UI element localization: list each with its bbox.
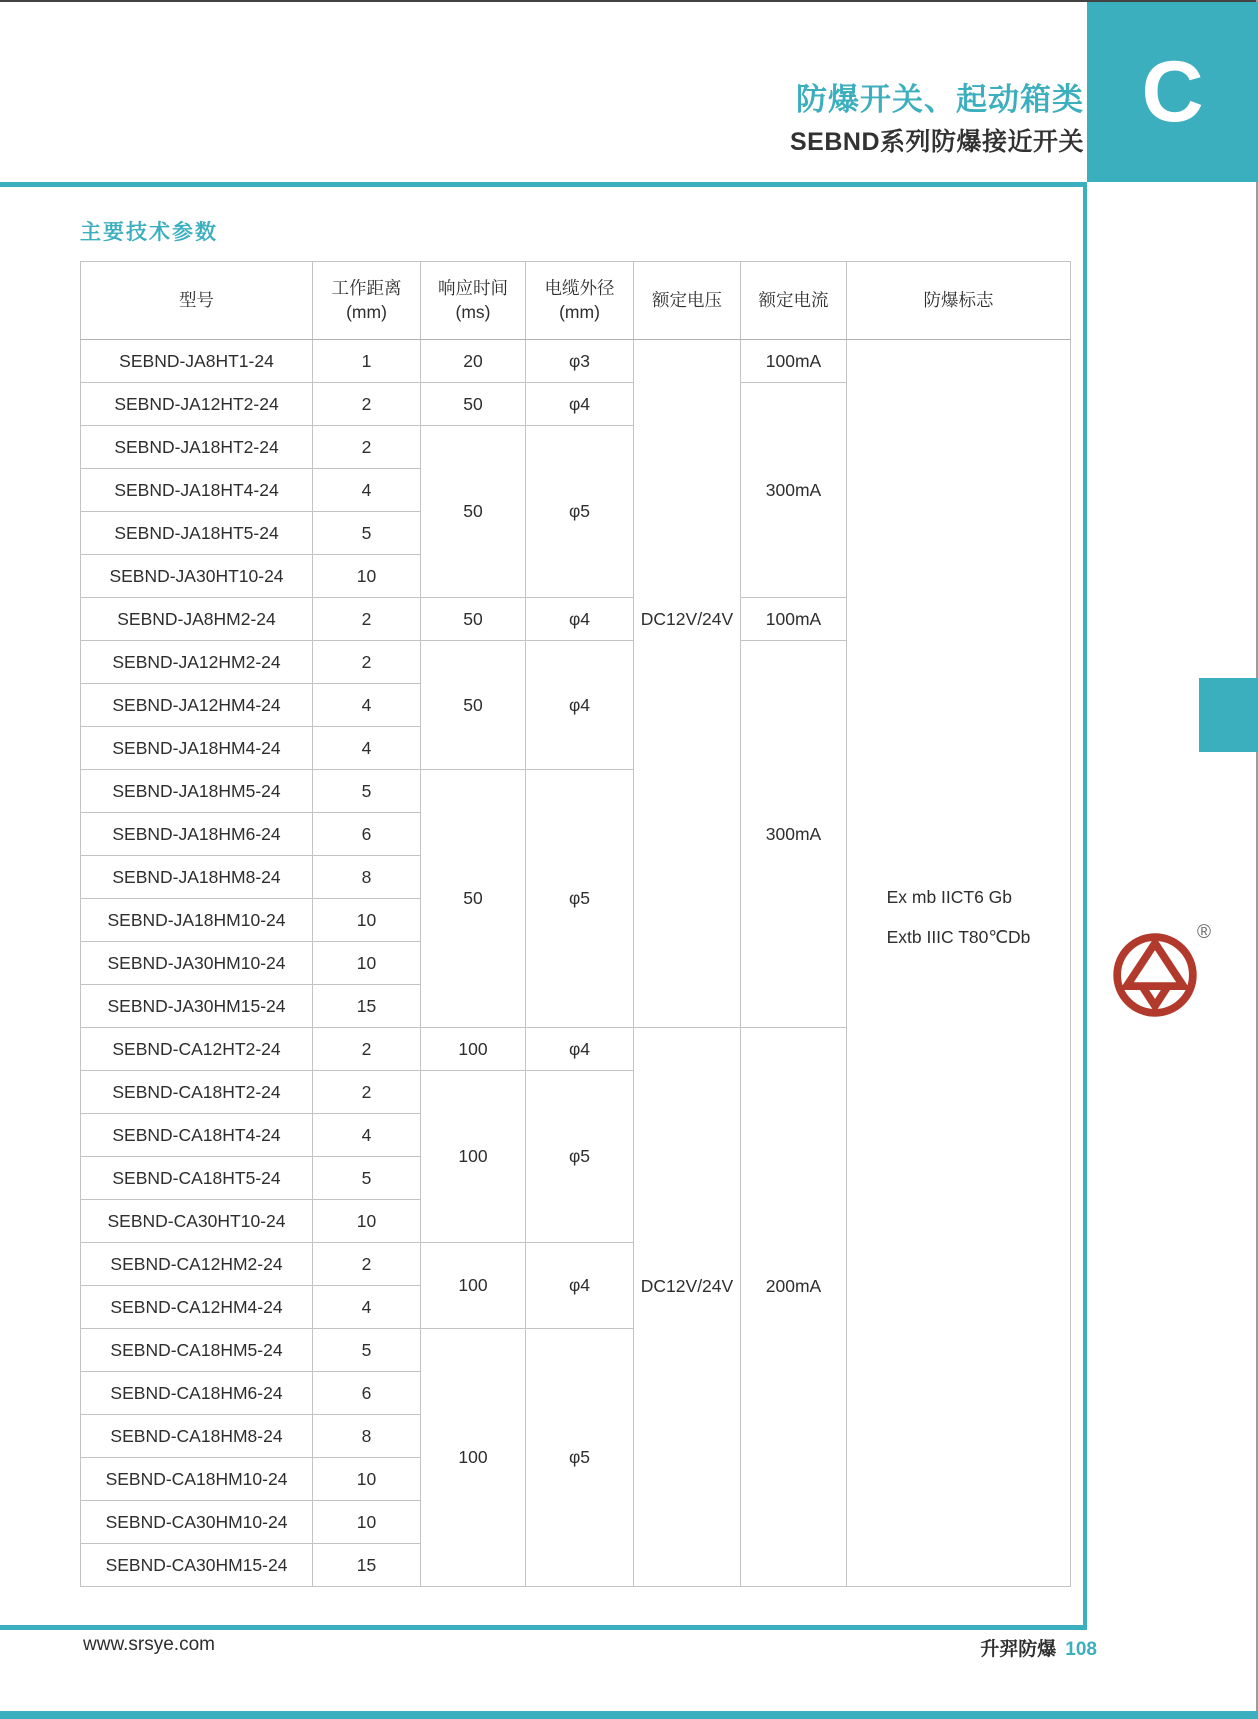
- distance-cell: 4: [313, 727, 421, 770]
- cable-diameter-value: φ4: [568, 1038, 591, 1059]
- model-cell: SEBND-CA18HM6-24: [81, 1372, 313, 1415]
- table-row: [81, 340, 1071, 383]
- response-time-cell: [421, 1329, 526, 1587]
- certification-logo-icon: [1112, 932, 1198, 1018]
- distance-cell: 10: [313, 1501, 421, 1544]
- cable-diameter-cell: [526, 1243, 634, 1329]
- current-value: 300mA: [765, 823, 822, 844]
- distance-cell: 8: [313, 856, 421, 899]
- distance-cell: 4: [313, 1286, 421, 1329]
- table-header-row: [81, 262, 1071, 340]
- column-header-5: [741, 262, 847, 340]
- current-cell: [741, 1028, 847, 1587]
- model-cell: SEBND-JA18HT4-24: [81, 469, 313, 512]
- distance-cell: 15: [313, 1544, 421, 1587]
- model-cell: SEBND-JA8HM2-24: [81, 598, 313, 641]
- response-time-cell: [421, 770, 526, 1028]
- column-header-4: [634, 262, 741, 340]
- section-letter-tab: [1087, 2, 1258, 182]
- distance-cell: 4: [313, 1114, 421, 1157]
- cable-diameter-cell: [526, 641, 634, 770]
- response-time-cell: [421, 1243, 526, 1329]
- mark-line: Extb IIIC T80℃Db: [886, 927, 1031, 947]
- model-cell: SEBND-JA18HM4-24: [81, 727, 313, 770]
- model-cell: SEBND-CA18HT2-24: [81, 1071, 313, 1114]
- model-cell: SEBND-CA12HM2-24: [81, 1243, 313, 1286]
- section-title: 主要技术参数: [80, 221, 218, 244]
- distance-cell: 1: [313, 340, 421, 383]
- page-bottom-band: [0, 1711, 1258, 1719]
- registered-trademark-symbol: ®: [1197, 922, 1211, 943]
- response-time-value: 100: [458, 1447, 488, 1467]
- distance-cell: 8: [313, 1415, 421, 1458]
- model-cell: SEBND-JA30HM10-24: [81, 942, 313, 985]
- footer-brand: 升羿防爆: [980, 1639, 1057, 1660]
- distance-cell: 2: [313, 641, 421, 684]
- column-header-unit: (mm): [559, 301, 600, 322]
- response-time-value: 50: [463, 608, 483, 629]
- model-cell: SEBND-JA18HT2-24: [81, 426, 313, 469]
- distance-cell: 5: [313, 512, 421, 555]
- distance-cell: 5: [313, 770, 421, 813]
- column-header-label: 防爆标志: [923, 289, 994, 310]
- distance-cell: 2: [313, 1028, 421, 1071]
- model-cell: SEBND-JA12HM2-24: [81, 641, 313, 684]
- model-cell: SEBND-JA18HM6-24: [81, 813, 313, 856]
- section-letter: C: [1141, 43, 1204, 140]
- distance-cell: 5: [313, 1329, 421, 1372]
- column-header-label: 工作距离: [331, 277, 402, 298]
- model-cell: SEBND-JA18HM8-24: [81, 856, 313, 899]
- distance-cell: 6: [313, 813, 421, 856]
- response-time-value: 100: [458, 1038, 488, 1059]
- distance-cell: 10: [313, 555, 421, 598]
- cable-diameter-cell: [526, 598, 634, 641]
- column-header-3: [526, 262, 634, 340]
- distance-cell: 6: [313, 1372, 421, 1415]
- side-index-tab: [1199, 678, 1258, 752]
- model-cell: SEBND-CA18HM10-24: [81, 1458, 313, 1501]
- cable-diameter-value: φ4: [568, 694, 591, 715]
- column-header-label: 型号: [179, 289, 214, 310]
- explosion-proof-mark-cell: [847, 340, 1071, 1587]
- model-cell: SEBND-CA12HT2-24: [81, 1028, 313, 1071]
- response-time-cell: [421, 1028, 526, 1071]
- distance-cell: 2: [313, 1243, 421, 1286]
- model-cell: SEBND-JA12HM4-24: [81, 684, 313, 727]
- cable-diameter-value: φ5: [568, 1146, 591, 1166]
- column-header-label: 额定电压: [652, 289, 722, 310]
- specs-table-body: [81, 262, 1071, 1587]
- distance-cell: 5: [313, 1157, 421, 1200]
- column-header-6: [847, 262, 1071, 340]
- model-cell: SEBND-JA12HT2-24: [81, 383, 313, 426]
- distance-cell: 10: [313, 1200, 421, 1243]
- distance-cell: 15: [313, 985, 421, 1028]
- distance-cell: 10: [313, 942, 421, 985]
- model-cell: SEBND-CA30HM15-24: [81, 1544, 313, 1587]
- model-cell: SEBND-JA30HM15-24: [81, 985, 313, 1028]
- model-cell: SEBND-JA18HT5-24: [81, 512, 313, 555]
- column-header-label: 响应时间: [438, 277, 508, 298]
- current-value: 100mA: [765, 350, 822, 371]
- distance-cell: 4: [313, 469, 421, 512]
- cable-diameter-cell: [526, 1071, 634, 1243]
- cable-diameter-value: φ5: [568, 1447, 591, 1467]
- cable-diameter-cell: [526, 340, 634, 383]
- column-header-label: 额定电流: [758, 289, 829, 310]
- voltage-cell: [634, 1028, 741, 1587]
- voltage-value: DC12V/24V: [640, 609, 734, 629]
- footer-right: [980, 1634, 1097, 1661]
- mark-line: Ex mb IICT6 Gb: [886, 887, 1013, 907]
- response-time-value: 100: [458, 1275, 488, 1295]
- response-time-cell: [421, 1071, 526, 1243]
- column-header-2: [421, 262, 526, 340]
- response-time-value: 20: [463, 350, 483, 371]
- column-header-label: 电缆外径: [544, 277, 615, 298]
- model-cell: SEBND-CA18HM8-24: [81, 1415, 313, 1458]
- distance-cell: 2: [313, 598, 421, 641]
- cable-diameter-cell: [526, 1028, 634, 1071]
- cable-diameter-cell: [526, 383, 634, 426]
- response-time-value: 50: [463, 393, 483, 414]
- response-time-value: 50: [463, 694, 483, 715]
- model-cell: SEBND-JA18HM10-24: [81, 899, 313, 942]
- cable-diameter-cell: [526, 770, 634, 1028]
- explosion-proof-mark: [887, 877, 1031, 957]
- cable-diameter-cell: [526, 1329, 634, 1587]
- page-top-edge: [0, 0, 1258, 2]
- response-time-cell: [421, 641, 526, 770]
- distance-cell: 2: [313, 1071, 421, 1114]
- response-time-cell: [421, 426, 526, 598]
- category-title: 防爆开关、起动箱类: [796, 82, 1084, 117]
- voltage-cell: [634, 340, 741, 1028]
- distance-cell: 2: [313, 426, 421, 469]
- response-time-value: 50: [463, 501, 483, 521]
- column-header-unit: (ms): [455, 301, 491, 322]
- column-header-1: [313, 262, 421, 340]
- model-cell: SEBND-CA30HM10-24: [81, 1501, 313, 1544]
- current-value: 100mA: [765, 608, 822, 629]
- response-time-cell: [421, 340, 526, 383]
- column-header-0: [81, 262, 313, 340]
- cable-diameter-value: φ5: [568, 501, 591, 521]
- current-cell: [741, 383, 847, 598]
- model-cell: SEBND-JA30HT10-24: [81, 555, 313, 598]
- footer-page-number: 108: [1065, 1639, 1097, 1660]
- distance-cell: 10: [313, 899, 421, 942]
- cable-diameter-value: φ3: [568, 350, 591, 371]
- current-value: 200mA: [765, 1275, 822, 1296]
- current-value: 300mA: [765, 479, 822, 500]
- current-cell: [741, 340, 847, 383]
- current-cell: [741, 641, 847, 1028]
- specs-table: [80, 261, 1071, 1587]
- distance-cell: 10: [313, 1458, 421, 1501]
- model-cell: SEBND-CA18HT4-24: [81, 1114, 313, 1157]
- response-time-cell: [421, 383, 526, 426]
- column-header-unit: (mm): [346, 301, 387, 322]
- cable-diameter-value: φ4: [568, 1275, 591, 1295]
- response-time-value: 100: [458, 1146, 488, 1166]
- voltage-value: DC12V/24V: [640, 1275, 734, 1296]
- model-cell: SEBND-JA8HT1-24: [81, 340, 313, 383]
- distance-cell: 2: [313, 383, 421, 426]
- model-cell: SEBND-JA18HM5-24: [81, 770, 313, 813]
- current-cell: [741, 598, 847, 641]
- distance-cell: 4: [313, 684, 421, 727]
- cable-diameter-value: φ4: [568, 393, 591, 414]
- model-cell: SEBND-CA18HT5-24: [81, 1157, 313, 1200]
- model-cell: SEBND-CA30HT10-24: [81, 1200, 313, 1243]
- response-time-cell: [421, 598, 526, 641]
- model-cell: SEBND-CA12HM4-24: [81, 1286, 313, 1329]
- series-subtitle: SEBND系列防爆接近开关: [789, 127, 1084, 156]
- cable-diameter-value: φ5: [568, 888, 591, 908]
- page-header: [0, 82, 1084, 156]
- model-cell: SEBND-CA18HM5-24: [81, 1329, 313, 1372]
- response-time-value: 50: [463, 888, 483, 908]
- footer-website: www.srsye.com: [83, 1634, 215, 1655]
- cable-diameter-cell: [526, 426, 634, 598]
- cable-diameter-value: φ4: [568, 608, 591, 629]
